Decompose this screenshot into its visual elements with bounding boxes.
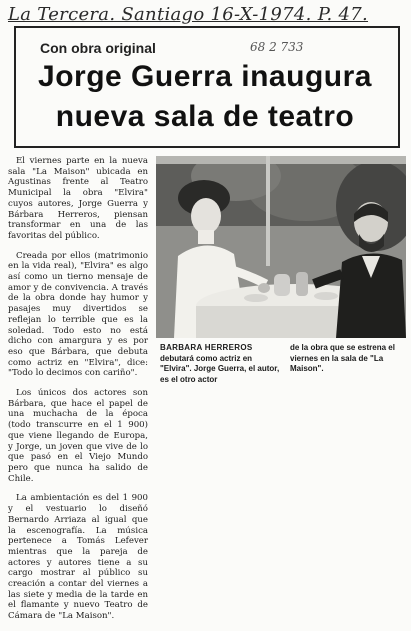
paragraph: Creada por ellos (matrimonio en la vida real), "Elvira" es algo así como un tierno mensaje de amor y de convivencia. A través de la obra donde hay humor y pasajes muy divertidos se reflejan lo terrible que es la soledad. Todo esto no está dicho con amargura y es por eso que Bárbara, que debuta como actriz en "Elvira", dice: "Todo lo decimos con cariño". xyxy=(8,250,148,379)
article-body xyxy=(8,156,148,631)
paragraph: El viernes parte en la nueva sala "La Maison" ubicada en Agustinas frente al Teatro Municipal la obra "Elvira" cuyos autores, Jorge Guerra y Bárbara Herreros, piensan transformar en una de las favoritas del público. xyxy=(8,156,148,241)
paragraph: Los únicos dos actores son Bárbara, que hace el papel de una muchacha de la época (todo transcurre en el 1 900) que viene llegando de Europa, y Jorge, un joven que vive de lo que pasó en el Viejo Mundo pero que nunca ha salido de Chile. xyxy=(8,388,148,484)
actors-photo xyxy=(156,156,406,338)
kicker: Con obra original xyxy=(40,40,156,56)
handwritten-archive-code: 68 2 733 xyxy=(250,40,304,54)
paragraph: La ambientación es del 1 900 y el vestuario lo diseñó Bernardo Arriaza al igual que la escenografía. La música pertenece a Tomás Lefever mientras que la pareja de actores y autores tiene a su cargo mostrar al público su creación a contar del viernes a las siete y media de la tarde en el flamante y nuevo Teatro de Cámara de "La Maison". xyxy=(8,493,148,622)
headline-line-1: Jorge Guerra inaugura xyxy=(38,60,372,93)
caption-name: BARBARA HERREROS xyxy=(160,343,253,352)
photo-caption-right xyxy=(290,343,405,375)
handwritten-source-note: La Tercera. Santiago 16-X-1974. P. 47. xyxy=(8,4,369,25)
caption-text: de la obra que se estrena el viernes en la sala de "La Maison". xyxy=(290,343,395,373)
caption-text: debutará como actriz en "Elvira". Jorge Guerra, el autor, es el otro actor xyxy=(160,353,280,384)
photo-caption-left xyxy=(160,343,282,385)
headline-rule xyxy=(14,146,400,148)
headline-line-2: nueva sala de teatro xyxy=(55,100,355,133)
